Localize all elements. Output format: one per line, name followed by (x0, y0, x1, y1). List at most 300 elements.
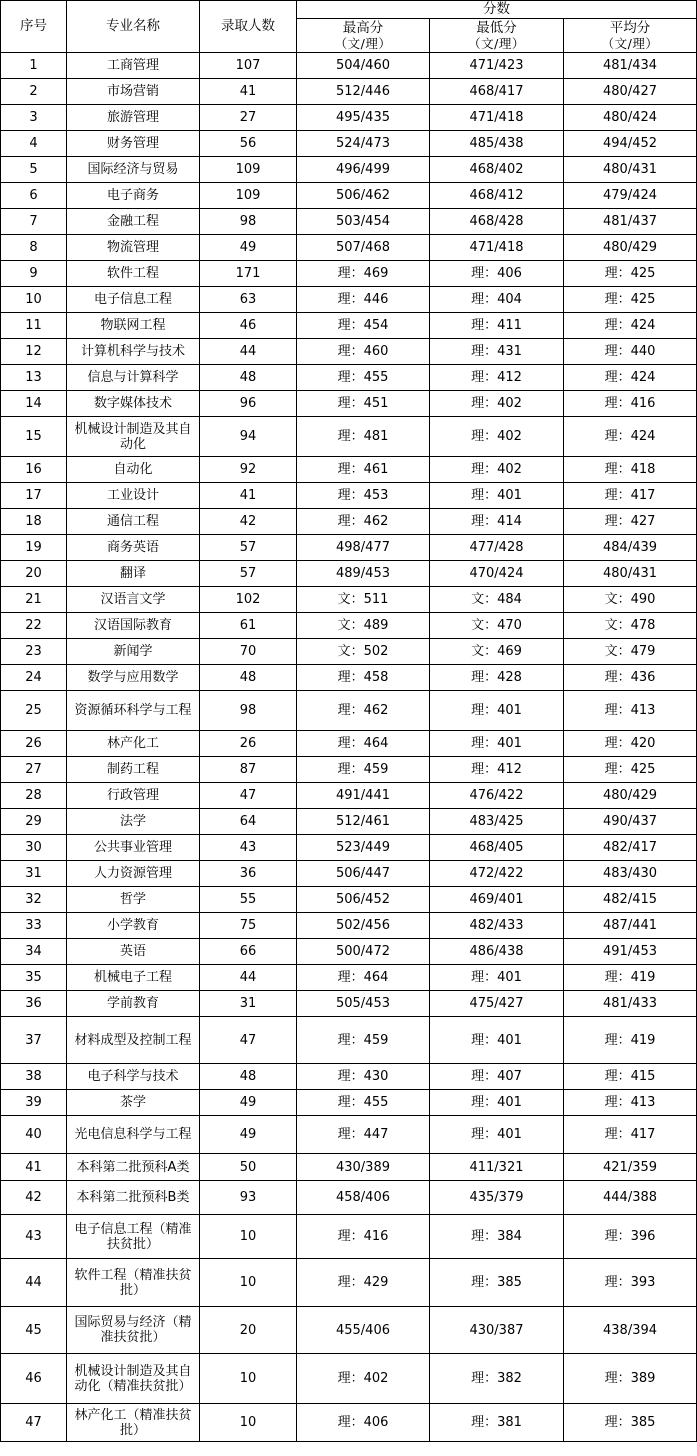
header-admitted: 录取人数 (200, 1, 297, 53)
cell-avg: 理：425 (564, 287, 697, 313)
cell-max: 507/468 (297, 235, 430, 261)
cell-seq: 45 (1, 1307, 67, 1354)
cell-min: 469/401 (430, 887, 564, 913)
cell-max: 文：502 (297, 639, 430, 665)
cell-major: 通信工程 (67, 509, 200, 535)
cell-max: 495/435 (297, 105, 430, 131)
cell-admitted: 47 (200, 783, 297, 809)
cell-min: 470/424 (430, 561, 564, 587)
cell-seq: 28 (1, 783, 67, 809)
cell-admitted: 48 (200, 1064, 297, 1090)
table-row (1, 587, 697, 613)
header-avg (564, 19, 697, 53)
table-row (1, 1259, 697, 1307)
cell-avg: 483/430 (564, 861, 697, 887)
cell-major: 自动化 (67, 457, 200, 483)
table-row (1, 131, 697, 157)
cell-max: 理：458 (297, 665, 430, 691)
cell-avg: 文：479 (564, 639, 697, 665)
cell-major: 机械电子工程 (67, 965, 200, 991)
cell-max: 理：406 (297, 1404, 430, 1442)
header-avg-sub: （文/理） (601, 35, 659, 51)
table-row (1, 965, 697, 991)
cell-max: 430/389 (297, 1154, 430, 1181)
table-row (1, 105, 697, 131)
cell-max: 理：462 (297, 691, 430, 731)
cell-min: 471/418 (430, 235, 564, 261)
cell-major: 翻译 (67, 561, 200, 587)
table-row (1, 509, 697, 535)
cell-seq: 27 (1, 757, 67, 783)
cell-avg: 484/439 (564, 535, 697, 561)
cell-admitted: 98 (200, 209, 297, 235)
cell-major: 国际贸易与经济（精准扶贫批） (67, 1307, 200, 1354)
cell-major: 财务管理 (67, 131, 200, 157)
table-row (1, 287, 697, 313)
header-max-label: 最高分 (342, 19, 384, 36)
table-row (1, 731, 697, 757)
table-row (1, 53, 697, 79)
cell-seq: 6 (1, 183, 67, 209)
table-row (1, 417, 697, 457)
table-row (1, 1307, 697, 1354)
header-min-sub: （文/理） (468, 35, 525, 51)
cell-max: 理：430 (297, 1064, 430, 1090)
cell-avg: 理：416 (564, 391, 697, 417)
cell-major: 数字媒体技术 (67, 391, 200, 417)
cell-min: 理：406 (430, 261, 564, 287)
cell-seq: 30 (1, 835, 67, 861)
cell-avg: 479/424 (564, 183, 697, 209)
cell-max: 理：459 (297, 757, 430, 783)
cell-admitted: 49 (200, 1090, 297, 1116)
cell-admitted: 109 (200, 183, 297, 209)
cell-max: 498/477 (297, 535, 430, 561)
cell-max: 512/461 (297, 809, 430, 835)
cell-max: 理：402 (297, 1354, 430, 1404)
cell-major: 林产化工 (67, 731, 200, 757)
cell-avg: 理：424 (564, 365, 697, 391)
cell-seq: 42 (1, 1181, 67, 1215)
cell-seq: 25 (1, 691, 67, 731)
cell-major: 电子信息工程（精准扶贫批） (67, 1215, 200, 1259)
cell-seq: 39 (1, 1090, 67, 1116)
table-row (1, 639, 697, 665)
table-row (1, 1090, 697, 1116)
cell-seq: 1 (1, 53, 67, 79)
cell-seq: 12 (1, 339, 67, 365)
table-row (1, 1181, 697, 1215)
table-row (1, 561, 697, 587)
cell-max: 理：460 (297, 339, 430, 365)
cell-min: 理：381 (430, 1404, 564, 1442)
cell-min: 483/425 (430, 809, 564, 835)
table-row (1, 913, 697, 939)
cell-admitted: 50 (200, 1154, 297, 1181)
cell-major: 材料成型及控制工程 (67, 1017, 200, 1064)
cell-major: 光电信息科学与工程 (67, 1116, 200, 1154)
cell-max: 489/453 (297, 561, 430, 587)
cell-min: 理：404 (430, 287, 564, 313)
cell-major: 本科第二批预科B类 (67, 1181, 200, 1215)
cell-seq: 37 (1, 1017, 67, 1064)
cell-max: 512/446 (297, 79, 430, 105)
cell-min: 485/438 (430, 131, 564, 157)
cell-seq: 4 (1, 131, 67, 157)
cell-min: 477/428 (430, 535, 564, 561)
cell-max: 理：469 (297, 261, 430, 287)
cell-min: 471/418 (430, 105, 564, 131)
cell-major: 林产化工（精准扶贫批） (67, 1404, 200, 1442)
table-row (1, 391, 697, 417)
cell-min: 482/433 (430, 913, 564, 939)
cell-avg: 理：424 (564, 417, 697, 457)
cell-admitted: 57 (200, 535, 297, 561)
table-row (1, 835, 697, 861)
cell-min: 476/422 (430, 783, 564, 809)
cell-seq: 23 (1, 639, 67, 665)
cell-major: 旅游管理 (67, 105, 200, 131)
cell-admitted: 10 (200, 1215, 297, 1259)
cell-major: 信息与计算科学 (67, 365, 200, 391)
header-avg-label: 平均分 (609, 19, 651, 36)
cell-avg: 理：436 (564, 665, 697, 691)
cell-admitted: 70 (200, 639, 297, 665)
cell-major: 软件工程（精准扶贫批） (67, 1259, 200, 1307)
cell-max: 理：461 (297, 457, 430, 483)
cell-seq: 26 (1, 731, 67, 757)
cell-major: 小学教育 (67, 913, 200, 939)
header-row-top (1, 1, 697, 19)
cell-admitted: 48 (200, 665, 297, 691)
cell-seq: 5 (1, 157, 67, 183)
cell-avg: 文：478 (564, 613, 697, 639)
cell-min: 理：402 (430, 391, 564, 417)
cell-seq: 22 (1, 613, 67, 639)
cell-seq: 46 (1, 1354, 67, 1404)
cell-avg: 444/388 (564, 1181, 697, 1215)
cell-seq: 20 (1, 561, 67, 587)
cell-admitted: 57 (200, 561, 297, 587)
cell-major: 哲学 (67, 887, 200, 913)
cell-min: 430/387 (430, 1307, 564, 1354)
cell-admitted: 31 (200, 991, 297, 1017)
cell-min: 理：401 (430, 1017, 564, 1064)
cell-min: 理：401 (430, 1116, 564, 1154)
cell-min: 理：401 (430, 731, 564, 757)
cell-max: 理：429 (297, 1259, 430, 1307)
cell-max: 503/454 (297, 209, 430, 235)
cell-min: 理：401 (430, 1090, 564, 1116)
cell-avg: 494/452 (564, 131, 697, 157)
cell-admitted: 102 (200, 587, 297, 613)
cell-admitted: 44 (200, 965, 297, 991)
cell-seq: 38 (1, 1064, 67, 1090)
cell-admitted: 98 (200, 691, 297, 731)
cell-major: 汉语国际教育 (67, 613, 200, 639)
cell-avg: 理：424 (564, 313, 697, 339)
cell-max: 理：416 (297, 1215, 430, 1259)
cell-avg: 理：419 (564, 1017, 697, 1064)
cell-min: 理：385 (430, 1259, 564, 1307)
table-body (1, 53, 697, 1442)
cell-min: 理：401 (430, 691, 564, 731)
cell-seq: 9 (1, 261, 67, 287)
cell-major: 工业设计 (67, 483, 200, 509)
cell-admitted: 20 (200, 1307, 297, 1354)
cell-max: 理：464 (297, 731, 430, 757)
cell-major: 制药工程 (67, 757, 200, 783)
cell-seq: 13 (1, 365, 67, 391)
cell-major: 新闻学 (67, 639, 200, 665)
cell-admitted: 75 (200, 913, 297, 939)
cell-seq: 10 (1, 287, 67, 313)
cell-admitted: 46 (200, 313, 297, 339)
cell-avg: 481/434 (564, 53, 697, 79)
cell-admitted: 41 (200, 79, 297, 105)
cell-major: 电子信息工程 (67, 287, 200, 313)
cell-admitted: 171 (200, 261, 297, 287)
cell-avg: 480/429 (564, 783, 697, 809)
cell-max: 理：454 (297, 313, 430, 339)
cell-avg: 481/437 (564, 209, 697, 235)
cell-seq: 19 (1, 535, 67, 561)
table-row (1, 235, 697, 261)
cell-avg: 482/415 (564, 887, 697, 913)
cell-major: 英语 (67, 939, 200, 965)
cell-min: 理：402 (430, 417, 564, 457)
cell-avg: 理：385 (564, 1404, 697, 1442)
cell-admitted: 66 (200, 939, 297, 965)
cell-admitted: 10 (200, 1259, 297, 1307)
cell-major: 金融工程 (67, 209, 200, 235)
cell-major: 市场营销 (67, 79, 200, 105)
cell-avg: 理：415 (564, 1064, 697, 1090)
cell-min: 468/428 (430, 209, 564, 235)
cell-avg: 理：425 (564, 757, 697, 783)
cell-admitted: 42 (200, 509, 297, 535)
table-row (1, 1154, 697, 1181)
cell-admitted: 61 (200, 613, 297, 639)
cell-admitted: 109 (200, 157, 297, 183)
cell-admitted: 96 (200, 391, 297, 417)
cell-avg: 490/437 (564, 809, 697, 835)
cell-major: 茶学 (67, 1090, 200, 1116)
cell-min: 486/438 (430, 939, 564, 965)
cell-admitted: 93 (200, 1181, 297, 1215)
cell-min: 理：411 (430, 313, 564, 339)
table-row (1, 313, 697, 339)
cell-seq: 16 (1, 457, 67, 483)
table-row (1, 183, 697, 209)
cell-max: 455/406 (297, 1307, 430, 1354)
cell-avg: 487/441 (564, 913, 697, 939)
cell-min: 理：428 (430, 665, 564, 691)
cell-seq: 18 (1, 509, 67, 535)
cell-major: 计算机科学与技术 (67, 339, 200, 365)
cell-min: 理：402 (430, 457, 564, 483)
cell-max: 理：462 (297, 509, 430, 535)
table-row (1, 457, 697, 483)
cell-admitted: 49 (200, 235, 297, 261)
cell-major: 物流管理 (67, 235, 200, 261)
cell-major: 汉语言文学 (67, 587, 200, 613)
cell-avg: 理：393 (564, 1259, 697, 1307)
cell-avg: 480/431 (564, 561, 697, 587)
cell-avg: 491/453 (564, 939, 697, 965)
cell-admitted: 49 (200, 1116, 297, 1154)
cell-max: 文：511 (297, 587, 430, 613)
cell-seq: 8 (1, 235, 67, 261)
table-row (1, 809, 697, 835)
cell-seq: 7 (1, 209, 67, 235)
cell-admitted: 10 (200, 1354, 297, 1404)
cell-admitted: 27 (200, 105, 297, 131)
cell-avg: 438/394 (564, 1307, 697, 1354)
table-row (1, 79, 697, 105)
cell-seq: 43 (1, 1215, 67, 1259)
cell-avg: 481/433 (564, 991, 697, 1017)
table-row (1, 483, 697, 509)
cell-max: 理：464 (297, 965, 430, 991)
cell-avg: 480/424 (564, 105, 697, 131)
cell-max: 文：489 (297, 613, 430, 639)
cell-min: 理：401 (430, 483, 564, 509)
cell-avg: 480/429 (564, 235, 697, 261)
cell-min: 435/379 (430, 1181, 564, 1215)
table-row (1, 535, 697, 561)
cell-major: 人力资源管理 (67, 861, 200, 887)
cell-seq: 3 (1, 105, 67, 131)
cell-seq: 33 (1, 913, 67, 939)
cell-min: 理：382 (430, 1354, 564, 1404)
cell-min: 理：412 (430, 757, 564, 783)
cell-major: 国际经济与贸易 (67, 157, 200, 183)
cell-min: 471/423 (430, 53, 564, 79)
cell-max: 505/453 (297, 991, 430, 1017)
cell-max: 理：447 (297, 1116, 430, 1154)
cell-avg: 理：413 (564, 1090, 697, 1116)
cell-major: 本科第二批预科A类 (67, 1154, 200, 1181)
cell-max: 496/499 (297, 157, 430, 183)
cell-seq: 17 (1, 483, 67, 509)
cell-max: 506/462 (297, 183, 430, 209)
cell-admitted: 64 (200, 809, 297, 835)
cell-seq: 34 (1, 939, 67, 965)
cell-min: 理：414 (430, 509, 564, 535)
cell-avg: 480/427 (564, 79, 697, 105)
cell-min: 468/412 (430, 183, 564, 209)
cell-admitted: 36 (200, 861, 297, 887)
cell-max: 理：459 (297, 1017, 430, 1064)
cell-max: 500/472 (297, 939, 430, 965)
cell-min: 理：431 (430, 339, 564, 365)
cell-max: 理：481 (297, 417, 430, 457)
cell-admitted: 87 (200, 757, 297, 783)
cell-admitted: 107 (200, 53, 297, 79)
cell-seq: 31 (1, 861, 67, 887)
cell-seq: 36 (1, 991, 67, 1017)
cell-min: 文：484 (430, 587, 564, 613)
cell-seq: 47 (1, 1404, 67, 1442)
cell-min: 468/417 (430, 79, 564, 105)
cell-max: 理：455 (297, 1090, 430, 1116)
cell-avg: 理：413 (564, 691, 697, 731)
table-row (1, 1354, 697, 1404)
header-major: 专业名称 (67, 1, 200, 53)
cell-max: 理：451 (297, 391, 430, 417)
cell-max: 理：446 (297, 287, 430, 313)
cell-seq: 41 (1, 1154, 67, 1181)
table-row (1, 1215, 697, 1259)
cell-major: 电子科学与技术 (67, 1064, 200, 1090)
cell-avg: 理：418 (564, 457, 697, 483)
cell-seq: 32 (1, 887, 67, 913)
cell-min: 472/422 (430, 861, 564, 887)
cell-avg: 理：427 (564, 509, 697, 535)
table-row (1, 157, 697, 183)
cell-avg: 理：419 (564, 965, 697, 991)
table-row (1, 991, 697, 1017)
cell-seq: 21 (1, 587, 67, 613)
cell-max: 491/441 (297, 783, 430, 809)
cell-admitted: 41 (200, 483, 297, 509)
table-row (1, 261, 697, 287)
cell-seq: 29 (1, 809, 67, 835)
cell-min: 文：469 (430, 639, 564, 665)
cell-seq: 24 (1, 665, 67, 691)
cell-seq: 35 (1, 965, 67, 991)
cell-major: 机械设计制造及其自动化（精准扶贫批） (67, 1354, 200, 1404)
cell-major: 数学与应用数学 (67, 665, 200, 691)
cell-major: 法学 (67, 809, 200, 835)
cell-major: 公共事业管理 (67, 835, 200, 861)
header-max-sub: （文/理） (334, 35, 392, 51)
table-row (1, 757, 697, 783)
table-row (1, 209, 697, 235)
table-row (1, 365, 697, 391)
cell-admitted: 43 (200, 835, 297, 861)
cell-seq: 14 (1, 391, 67, 417)
cell-min: 411/321 (430, 1154, 564, 1181)
cell-admitted: 44 (200, 339, 297, 365)
cell-max: 502/456 (297, 913, 430, 939)
cell-major: 物联网工程 (67, 313, 200, 339)
cell-max: 458/406 (297, 1181, 430, 1215)
cell-max: 506/452 (297, 887, 430, 913)
header-seq: 序号 (1, 1, 67, 53)
cell-major: 学前教育 (67, 991, 200, 1017)
cell-min: 文：470 (430, 613, 564, 639)
cell-major: 软件工程 (67, 261, 200, 287)
cell-major: 行政管理 (67, 783, 200, 809)
table-row (1, 783, 697, 809)
table-row (1, 1404, 697, 1442)
table-row (1, 613, 697, 639)
cell-admitted: 63 (200, 287, 297, 313)
cell-max: 506/447 (297, 861, 430, 887)
cell-admitted: 94 (200, 417, 297, 457)
cell-min: 理：401 (430, 965, 564, 991)
cell-min: 理：412 (430, 365, 564, 391)
cell-max: 理：453 (297, 483, 430, 509)
cell-major: 资源循环科学与工程 (67, 691, 200, 731)
table-row (1, 339, 697, 365)
cell-avg: 理：389 (564, 1354, 697, 1404)
cell-admitted: 56 (200, 131, 297, 157)
table-row (1, 887, 697, 913)
cell-min: 475/427 (430, 991, 564, 1017)
